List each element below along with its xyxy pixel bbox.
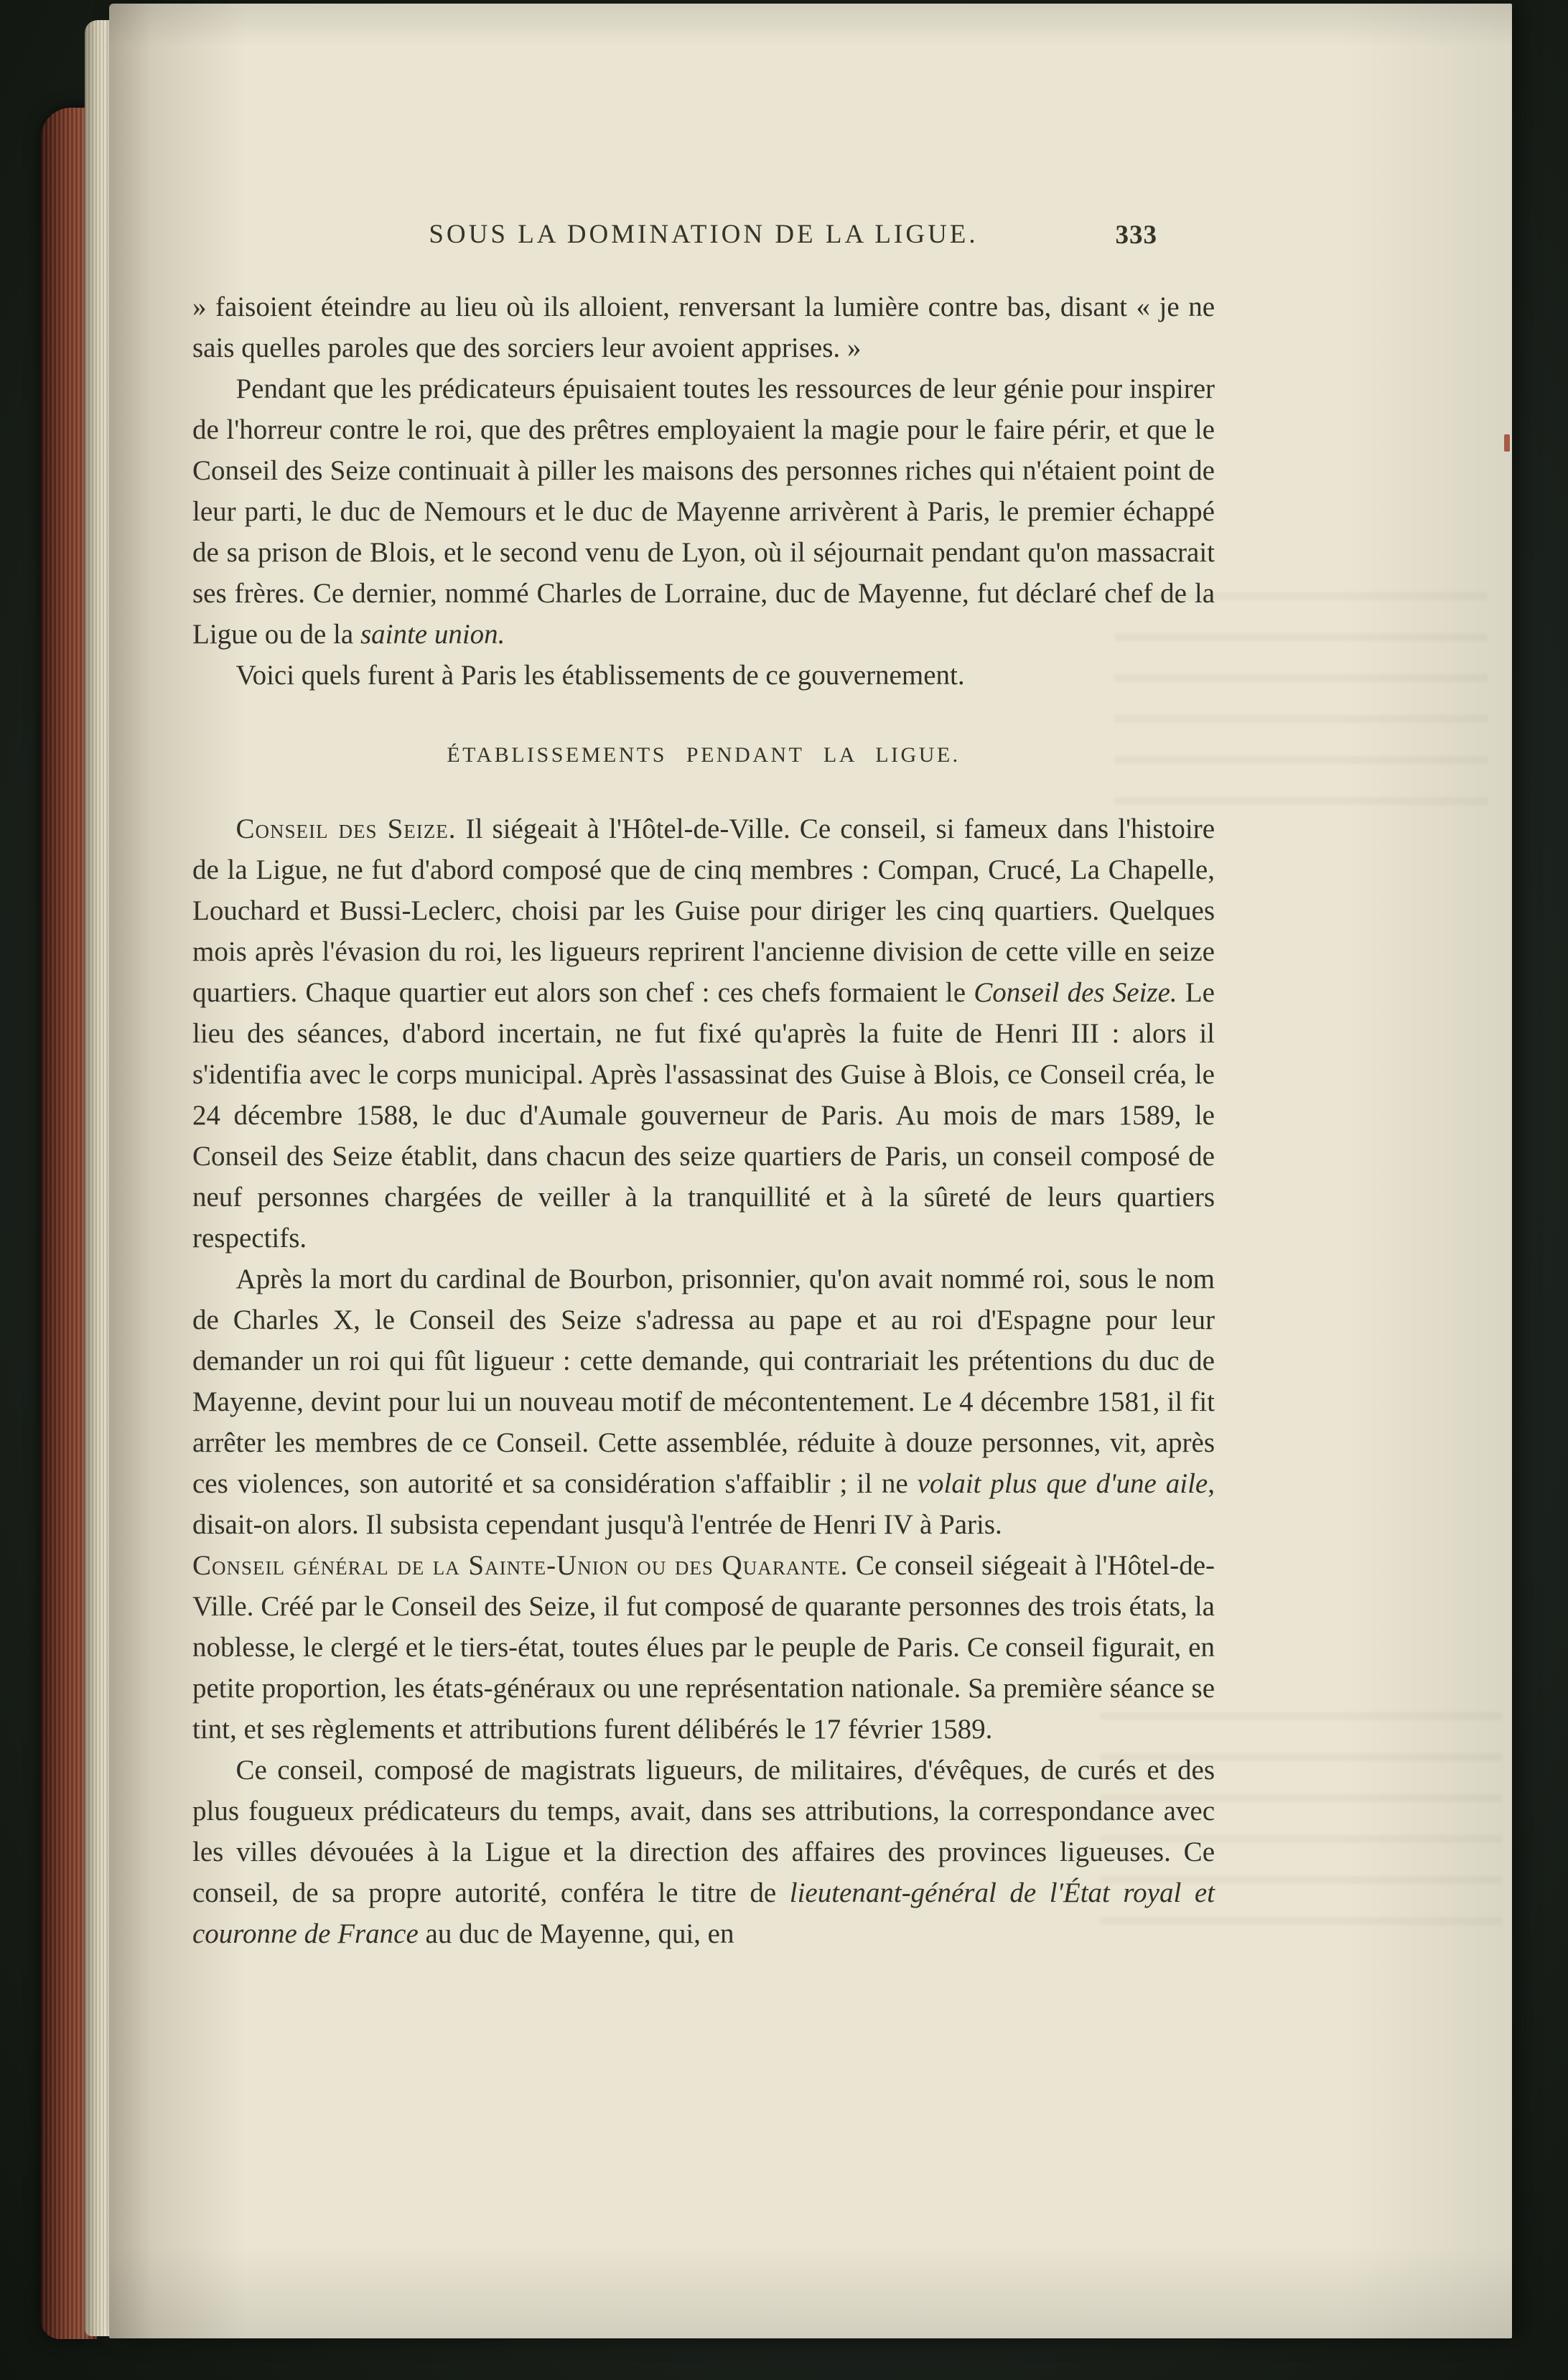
text-segment: au duc de Mayenne, qui, en <box>418 1918 734 1949</box>
paragraph <box>192 1259 1215 1545</box>
text-segment: volait plus que d'une aile <box>917 1468 1208 1499</box>
text-segment: Conseil général de la Sainte-Union ou des Quarante. <box>192 1550 849 1581</box>
text-segment: Le lieu des séances, d'abord incertain, ne fut fixé qu'après la fuite de Henri III : alors il s'identifia avec le corps municipal. Après l'assassinat des Guise à Blois, ce Conseil créa, le 24 décembre 1588, le duc d'Aumale gouverneur de Paris. Au mois de mars 1589, le Conseil des Seize établit, dans chacun des seize quartiers de Paris, un conseil composé de neuf personnes chargées de veiller à la tranquillité et à la sûreté de leurs quartiers respectifs. <box>192 977 1215 1254</box>
paragraph <box>192 368 1215 655</box>
paragraph <box>192 286 1215 368</box>
page-number: 333 <box>1115 220 1157 250</box>
text-segment: Pendant que les prédicateurs épuisaient toutes les ressources de leur génie pour inspirer de l'horreur contre le roi, que des prêtres employaient la magie pour le faire périr, et que le Conseil des Seize continuait à piller les maisons des personnes riches qui n'étaient point de leur parti, le duc de Nemours et le duc de Mayenne arrivèrent à Paris, le premier échappé de sa prison de Blois, et le second venu de Lyon, où il séjournait pendant qu'on massacrait ses frères. Ce dernier, nommé Charles de Lorraine, duc de Mayenne, fut déclaré chef de la Ligue ou de la <box>192 373 1215 650</box>
text-segment: Il siégeait à l'Hôtel-de-Ville. Ce conseil, si fameux dans l'histoire de la Ligue, ne fut d'abord composé que de cinq membres : Compan, Crucé, La Chapelle, Louchard et Bussi-Leclerc, choisi par les Guise pour diriger les cinq quartiers. Quelques mois après l'évasion du roi, les ligueurs reprirent l'ancienne division de cette ville en seize quartiers. Chaque quartier eut alors son chef : ces chefs formaient le <box>192 813 1215 1008</box>
text-block <box>192 286 1215 1954</box>
text-segment: sainte union. <box>360 619 505 650</box>
text-segment: Ce conseil siégeait à l'Hôtel-de-Ville. Créé par le Conseil des Seize, il fut composé de quarante personnes des trois états, la noblesse, le clergé et le tiers-état, toutes élues par le peuple de Paris. Ce conseil figurait, en petite proportion, les états-généraux ou une représentation nationale. Sa première séance se tint, et ses règlements et attributions furent délibérés le 17 février 1589. <box>192 1550 1215 1745</box>
page-content <box>192 219 1215 1954</box>
section-heading <box>192 734 1215 775</box>
text-segment: lieutenant-général de l'État royal et couronne de France <box>192 1877 1215 1949</box>
text-segment: , disait-on alors. Il subsista cependant jusqu'à l'entrée de Henri IV à Paris. <box>192 1468 1215 1540</box>
paragraph <box>192 655 1215 696</box>
text-segment: Après la mort du cardinal de Bourbon, prisonnier, qu'on avait nommé roi, sous le nom de Charles X, le Conseil des Seize s'adressa au pape et au roi d'Espagne pour leur demander un roi qui fût ligueur : cette demande, qui contrariait les prétentions du duc de Mayenne, devint pour lui un nouveau motif de mécontentement. Le 4 décembre 1581, il fit arrêter les membres de ce Conseil. Cette assemblée, réduite à douze personnes, vit, après ces violences, son autorité et sa considération s'affaiblir ; il ne <box>192 1264 1215 1499</box>
text-segment: » faisoient éteindre au lieu où ils alloient, renversant la lumière contre bas, disant « je ne sais quelles paroles que des sorciers leur avoient apprises. » <box>192 291 1215 363</box>
text-segment: Conseil des Seize. <box>235 813 457 844</box>
text-segment: Ce conseil, composé de magistrats ligueurs, de militaires, d'évêques, de curés et des plus fougueux prédicateurs du temps, avait, dans ses attributions, la correspondance avec les villes dévouées à la Ligue et la direction des affaires des provinces ligueuses. Ce conseil, de sa propre autorité, conféra le titre de <box>192 1755 1215 1908</box>
text-segment: Conseil des Seize. <box>974 977 1177 1008</box>
margin-ink-mark <box>1504 434 1510 452</box>
paragraph <box>192 1750 1215 1954</box>
text-segment: Voici quels furent à Paris les établissements de ce gouvernement. <box>235 660 965 691</box>
running-head <box>192 219 1215 261</box>
paragraph <box>192 808 1215 1259</box>
text-segment: ÉTABLISSEMENTS PENDANT LA LIGUE. <box>447 743 961 767</box>
page-paper <box>109 4 1512 2338</box>
running-head-title: SOUS LA DOMINATION DE LA LIGUE. <box>429 220 979 249</box>
paragraph <box>192 1545 1215 1750</box>
